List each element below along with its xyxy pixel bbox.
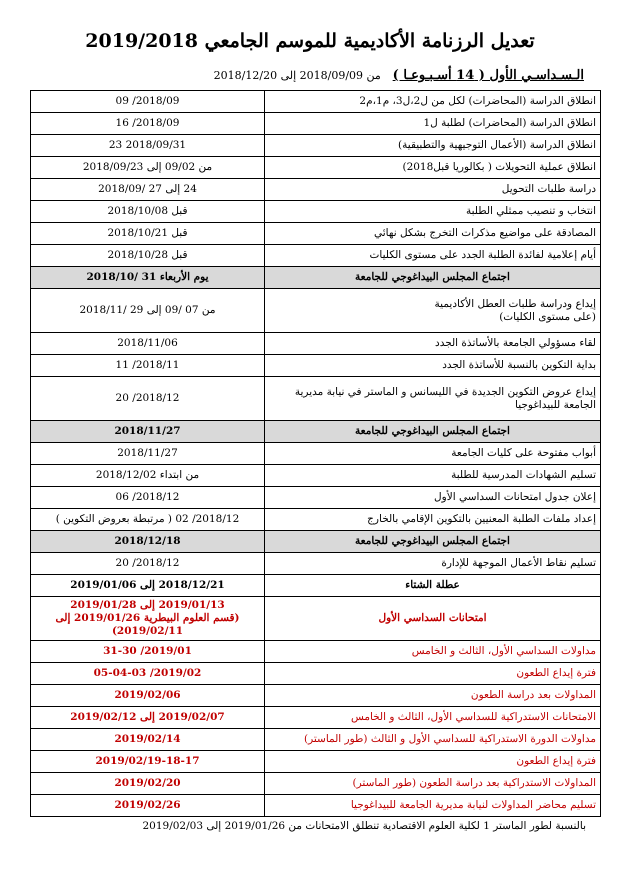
event-cell: المصادقة على مواضيع مذكرات التخرج بشكل نهائي [265, 223, 601, 245]
event-cell: مداولات الدورة الاستدراكية للسداسي الأول و الثالث (طور الماستر) [265, 729, 601, 751]
table-row [31, 135, 601, 157]
event-cell: تسليم محاضر المداولات لنيابة مديرية الجامعة للبيداغوجيا [265, 795, 601, 817]
date-cell: من 07 /09 إلى 29 /2018/11 [31, 289, 265, 333]
date-cell: 2018/11/ 11 [31, 355, 265, 377]
table-row [31, 465, 601, 487]
table-row [31, 443, 601, 465]
table-row [31, 267, 601, 289]
table-row [31, 597, 601, 641]
calendar-body [31, 91, 601, 817]
semester-label: الـسـداسـي الأول ( 14 أسـبـوعـا ) [392, 68, 584, 83]
event-cell: انطلاق الدراسة (المحاضرات) لطلبة ل1 [265, 113, 601, 135]
table-row [31, 729, 601, 751]
event-cell: اجتماع المجلس البيداغوجي للجامعة [265, 421, 601, 443]
table-row [31, 685, 601, 707]
event-cell: إعلان جدول امتحانات السداسي الأول [265, 487, 601, 509]
date-cell: 2018/12/ 20 [31, 377, 265, 421]
table-row [31, 223, 601, 245]
table-row [31, 91, 601, 113]
event-cell: فترة إيداع الطعون [265, 663, 601, 685]
date-cell: 2018/09/ 09 [31, 91, 265, 113]
event-cell: إعداد ملفات الطلبة المعنيين بالتكوين الإقامي بالخارج [265, 509, 601, 531]
table-row [31, 377, 601, 421]
date-cell: 24 إلى 27 /2018/09 [31, 179, 265, 201]
date-cell: 2019/01/ 31-30 [31, 641, 265, 663]
event-cell: بداية التكوين بالنسبة للأساتذة الجدد [265, 355, 601, 377]
event-cell: اجتماع المجلس البيداغوجي للجامعة [265, 267, 601, 289]
event-cell: انتخاب و تنصيب ممثلي الطلبة [265, 201, 601, 223]
date-cell: 2018/12/ 02 ( مرتبطة بعروض التكوين ) [31, 509, 265, 531]
event-cell: فترة إيداع الطعون [265, 751, 601, 773]
table-row [31, 575, 601, 597]
table-row [31, 509, 601, 531]
semester-range: من 2018/09/09 إلى 2018/12/20 [213, 69, 381, 82]
event-cell: المداولات بعد دراسة الطعون [265, 685, 601, 707]
event-cell: لقاء مسؤولي الجامعة بالأساتذة الجدد [265, 333, 601, 355]
date-cell: 2019/02/19-18-17 [31, 751, 265, 773]
event-cell: المداولات الاستدراكية بعد دراسة الطعون (طور الماستر) [265, 773, 601, 795]
table-row [31, 707, 601, 729]
date-cell: 2018/12/18 [31, 531, 265, 553]
table-row [31, 773, 601, 795]
event-cell: أيام إعلامية لفائدة الطلبة الجدد على مستوى الكليات [265, 245, 601, 267]
event-cell: الامتحانات الاستدراكية للسداسي الأول، الثالث و الخامس [265, 707, 601, 729]
event-cell: إيداع عروض التكوين الجديدة في الليسانس و الماستر في نيابة مديرية الجامعة للبيداغوجيا [265, 377, 601, 421]
date-cell: 2019/02/07 إلى 2019/02/12 [31, 707, 265, 729]
date-cell: قبل 2018/10/28 [31, 245, 265, 267]
semester-header [34, 68, 584, 86]
date-cell: من 09/02 إلى 2018/09/23 [31, 157, 265, 179]
event-cell: تسليم الشهادات المدرسية للطلبة [265, 465, 601, 487]
date-cell: 2019/01/13 إلى 2019/01/28 (قسم العلوم البيطرية 2019/01/26 إلى 2019/02/11) [31, 597, 265, 641]
date-cell: 2018/12/21 إلى 2019/01/06 [31, 575, 265, 597]
date-cell: 2019/02/14 [31, 729, 265, 751]
date-cell: من ابتداء 2018/12/02 [31, 465, 265, 487]
footer-note: بالنسبة لطور الماستر 1 لكلية العلوم الاقتصادية تنطلق الامتحانات من 2019/01/26 إلى 2019/02/03 [142, 820, 586, 832]
date-cell: 2018/09/31 23 [31, 135, 265, 157]
table-row [31, 421, 601, 443]
event-cell: امتحانات السداسي الأول [265, 597, 601, 641]
date-cell: 2019/02/20 [31, 773, 265, 795]
date-cell: قبل 2018/10/08 [31, 201, 265, 223]
date-cell: 2018/09/ 16 [31, 113, 265, 135]
table-row [31, 201, 601, 223]
event-cell: دراسة طلبات التحويل [265, 179, 601, 201]
table-row [31, 795, 601, 817]
date-cell: يوم الأربعاء 31 /2018/10 [31, 267, 265, 289]
event-cell: مداولات السداسي الأول، الثالث و الخامس [265, 641, 601, 663]
table-row [31, 333, 601, 355]
table-row [31, 751, 601, 773]
table-row [31, 531, 601, 553]
calendar-table [30, 90, 601, 817]
event-cell: انطلاق الدراسة (الأعمال التوجيهية والتطبيقية) [265, 135, 601, 157]
date-cell: 2019/02/26 [31, 795, 265, 817]
date-cell: 2018/11/06 [31, 333, 265, 355]
event-cell: عطلة الشتاء [265, 575, 601, 597]
table-row [31, 289, 601, 333]
table-row [31, 663, 601, 685]
event-cell: إيداع ودراسة طلبات العطل الأكاديمية (على مستوى الكليات) [265, 289, 601, 333]
table-row [31, 355, 601, 377]
date-cell: 2018/12/ 06 [31, 487, 265, 509]
page-title: تعديل الرزنامة الأكاديمية للموسم الجامعي 2019/2018 [85, 30, 535, 52]
table-row [31, 157, 601, 179]
event-cell: انطلاق الدراسة (المحاضرات) لكل من ل2،ل3، م1،م2 [265, 91, 601, 113]
date-cell: قبل 2018/10/21 [31, 223, 265, 245]
date-cell: 2018/11/27 [31, 443, 265, 465]
event-cell: انطلاق عملية التحويلات ( بكالوريا قبل2018) [265, 157, 601, 179]
table-row [31, 179, 601, 201]
table-row [31, 487, 601, 509]
table-row [31, 245, 601, 267]
table-row [31, 113, 601, 135]
date-cell: 2018/12/ 20 [31, 553, 265, 575]
event-cell: اجتماع المجلس البيداغوجي للجامعة [265, 531, 601, 553]
table-row [31, 641, 601, 663]
event-cell: تسليم نقاط الأعمال الموجهة للإدارة [265, 553, 601, 575]
date-cell: 2019/02/06 [31, 685, 265, 707]
table-row [31, 553, 601, 575]
event-cell: أبواب مفتوحة على كليات الجامعة [265, 443, 601, 465]
date-cell: 2018/11/27 [31, 421, 265, 443]
date-cell: 2019/02/ 05-04-03 [31, 663, 265, 685]
